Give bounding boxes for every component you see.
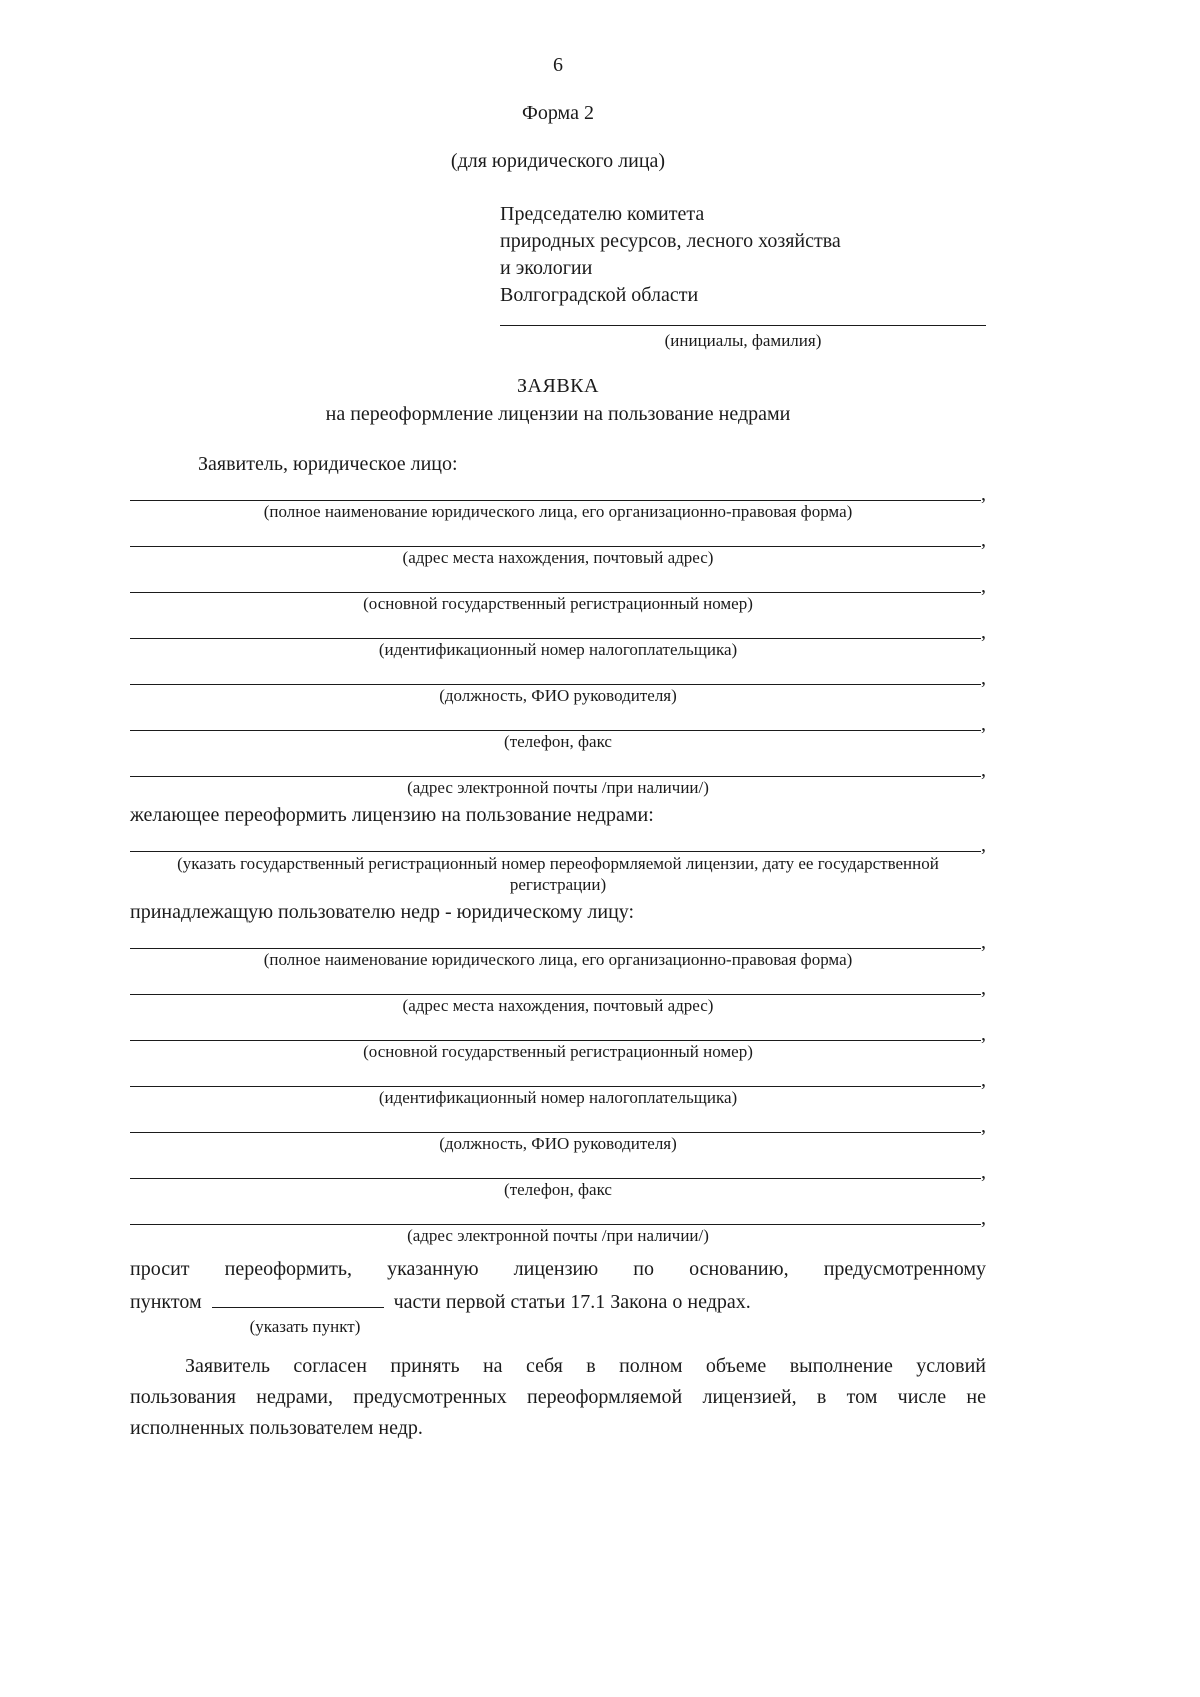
blank-underline: [130, 574, 981, 593]
blank-underline: [130, 482, 981, 501]
field-caption: (телефон, факс: [504, 732, 612, 751]
trailing-comma: ,: [981, 483, 986, 505]
page-content: [130, 0, 986, 1444]
form-field: [130, 666, 986, 706]
trailing-comma: ,: [981, 621, 986, 643]
form-field: [130, 528, 986, 568]
fill-in-line: [130, 712, 986, 735]
trailing-comma: ,: [981, 575, 986, 597]
form-field: [130, 976, 986, 1016]
request-suffix: части первой статьи 17.1 Закона о недрах.: [393, 1291, 751, 1313]
field-caption: (основной государственный регистрационный номер): [363, 1042, 753, 1061]
trailing-comma: ,: [981, 529, 986, 551]
blank-underline: [130, 930, 981, 949]
form-field: [130, 1206, 986, 1246]
field-caption: (телефон, факс: [504, 1180, 612, 1199]
blank-underline: [130, 758, 981, 777]
holder-intro: принадлежащую пользователю недр - юридическому лицу:: [130, 901, 635, 923]
fill-in-line: [130, 1068, 986, 1091]
field-caption: (полное наименование юридического лица, его организационно-правовая форма): [263, 950, 853, 969]
addressee-line: Волгоградской области: [500, 284, 699, 306]
trailing-comma: ,: [981, 1115, 986, 1137]
page-number: 6: [553, 54, 563, 76]
field-caption: (полное наименование юридического лица, его организационно-правовая форма): [263, 502, 853, 521]
agreement-line: пользования недрами, предусмотренных переоформляемой лицензией, в том числе не: [130, 1386, 986, 1408]
point-blank-caption: (указать пункт): [249, 1317, 361, 1336]
fill-in-line: [130, 976, 986, 999]
trailing-comma: ,: [981, 834, 986, 856]
fill-in-line: [130, 1114, 986, 1137]
fill-in-line: [130, 666, 986, 689]
fill-in-line: [130, 1022, 986, 1045]
blank-underline: [130, 1068, 981, 1087]
license-intro: желающее переоформить лицензию на пользование недрами:: [130, 804, 654, 826]
fill-in-line: [130, 620, 986, 643]
addressee-line: Председателю комитета: [500, 203, 705, 225]
trailing-comma: ,: [981, 931, 986, 953]
blank-underline: [130, 620, 981, 639]
blank-underline: [130, 833, 981, 852]
form-field: [130, 620, 986, 660]
blank-underline: [130, 1206, 981, 1225]
field-caption: (адрес электронной почты /при наличии/): [407, 778, 709, 797]
applicant-intro: Заявитель, юридическое лицо:: [198, 453, 458, 475]
blank-underline: [130, 528, 981, 547]
fill-in-line: [130, 528, 986, 551]
fill-in-line: [130, 833, 986, 856]
field-caption: [130, 853, 986, 895]
document-title: ЗАЯВКА: [517, 375, 599, 397]
fill-in-line: [130, 1160, 986, 1183]
field-caption: (идентификационный номер налогоплательщика): [378, 640, 738, 659]
field-caption: (адрес места нахождения, почтовый адрес): [402, 548, 714, 567]
field-caption: (адрес места нахождения, почтовый адрес): [402, 996, 714, 1015]
field-caption: (должность, ФИО руководителя): [439, 686, 677, 705]
point-blank-line: [212, 1288, 384, 1308]
trailing-comma: ,: [981, 1023, 986, 1045]
form-field: [130, 930, 986, 970]
field-caption: (идентификационный номер налогоплательщика): [378, 1088, 738, 1107]
request-prefix: пунктом: [130, 1291, 202, 1313]
field-caption-line: (указать государственный регистрационный номер переоформляемой лицензии, дату ее государственной: [177, 854, 939, 873]
request-paragraph-line: просит переоформить, указанную лицензию по основанию, предусмотренному: [130, 1258, 986, 1280]
trailing-comma: ,: [981, 1207, 986, 1229]
fill-in-line: [130, 574, 986, 597]
fill-in-line: [130, 1206, 986, 1229]
form-field: [130, 712, 986, 752]
blank-underline: [130, 1022, 981, 1041]
addressee-block: [500, 201, 986, 309]
blank-underline: [130, 712, 981, 731]
fill-in-line: [130, 758, 986, 781]
form-label: Форма 2: [522, 102, 594, 124]
addressee-name-caption: (инициалы, фамилия): [664, 331, 822, 350]
trailing-comma: ,: [981, 759, 986, 781]
trailing-comma: ,: [981, 713, 986, 735]
agreement-line: Заявитель согласен принять на себя в полном объеме выполнение условий: [185, 1355, 986, 1377]
trailing-comma: ,: [981, 1069, 986, 1091]
trailing-comma: ,: [981, 1161, 986, 1183]
agreement-paragraph: [130, 1351, 986, 1444]
blank-underline: [130, 1114, 981, 1133]
form-field: [130, 574, 986, 614]
form-field: [130, 1022, 986, 1062]
blank-underline: [130, 976, 981, 995]
blank-underline: [130, 666, 981, 685]
entity-type-note: (для юридического лица): [450, 150, 666, 172]
trailing-comma: ,: [981, 977, 986, 999]
addressee-line: и экологии: [500, 257, 593, 279]
addressee-line: природных ресурсов, лесного хозяйства: [500, 230, 841, 252]
field-caption: (основной государственный регистрационный номер): [363, 594, 753, 613]
addressee-name-blank-line: [500, 309, 986, 326]
request-paragraph-line: [130, 1288, 986, 1315]
form-field: [130, 1114, 986, 1154]
form-field: [130, 1160, 986, 1200]
form-field: [130, 833, 986, 895]
fill-in-line: [130, 482, 986, 505]
agreement-line: исполненных пользователем недр.: [130, 1417, 423, 1439]
field-caption-line: регистрации): [509, 875, 607, 894]
field-caption: (должность, ФИО руководителя): [439, 1134, 677, 1153]
form-field: [130, 482, 986, 522]
document-subtitle: на переоформление лицензии на пользование недрами: [325, 403, 791, 425]
blank-underline: [130, 1160, 981, 1179]
trailing-comma: ,: [981, 667, 986, 689]
form-field: [130, 1068, 986, 1108]
form-field: [130, 758, 986, 798]
field-caption: (адрес электронной почты /при наличии/): [407, 1226, 709, 1245]
fill-in-line: [130, 930, 986, 953]
